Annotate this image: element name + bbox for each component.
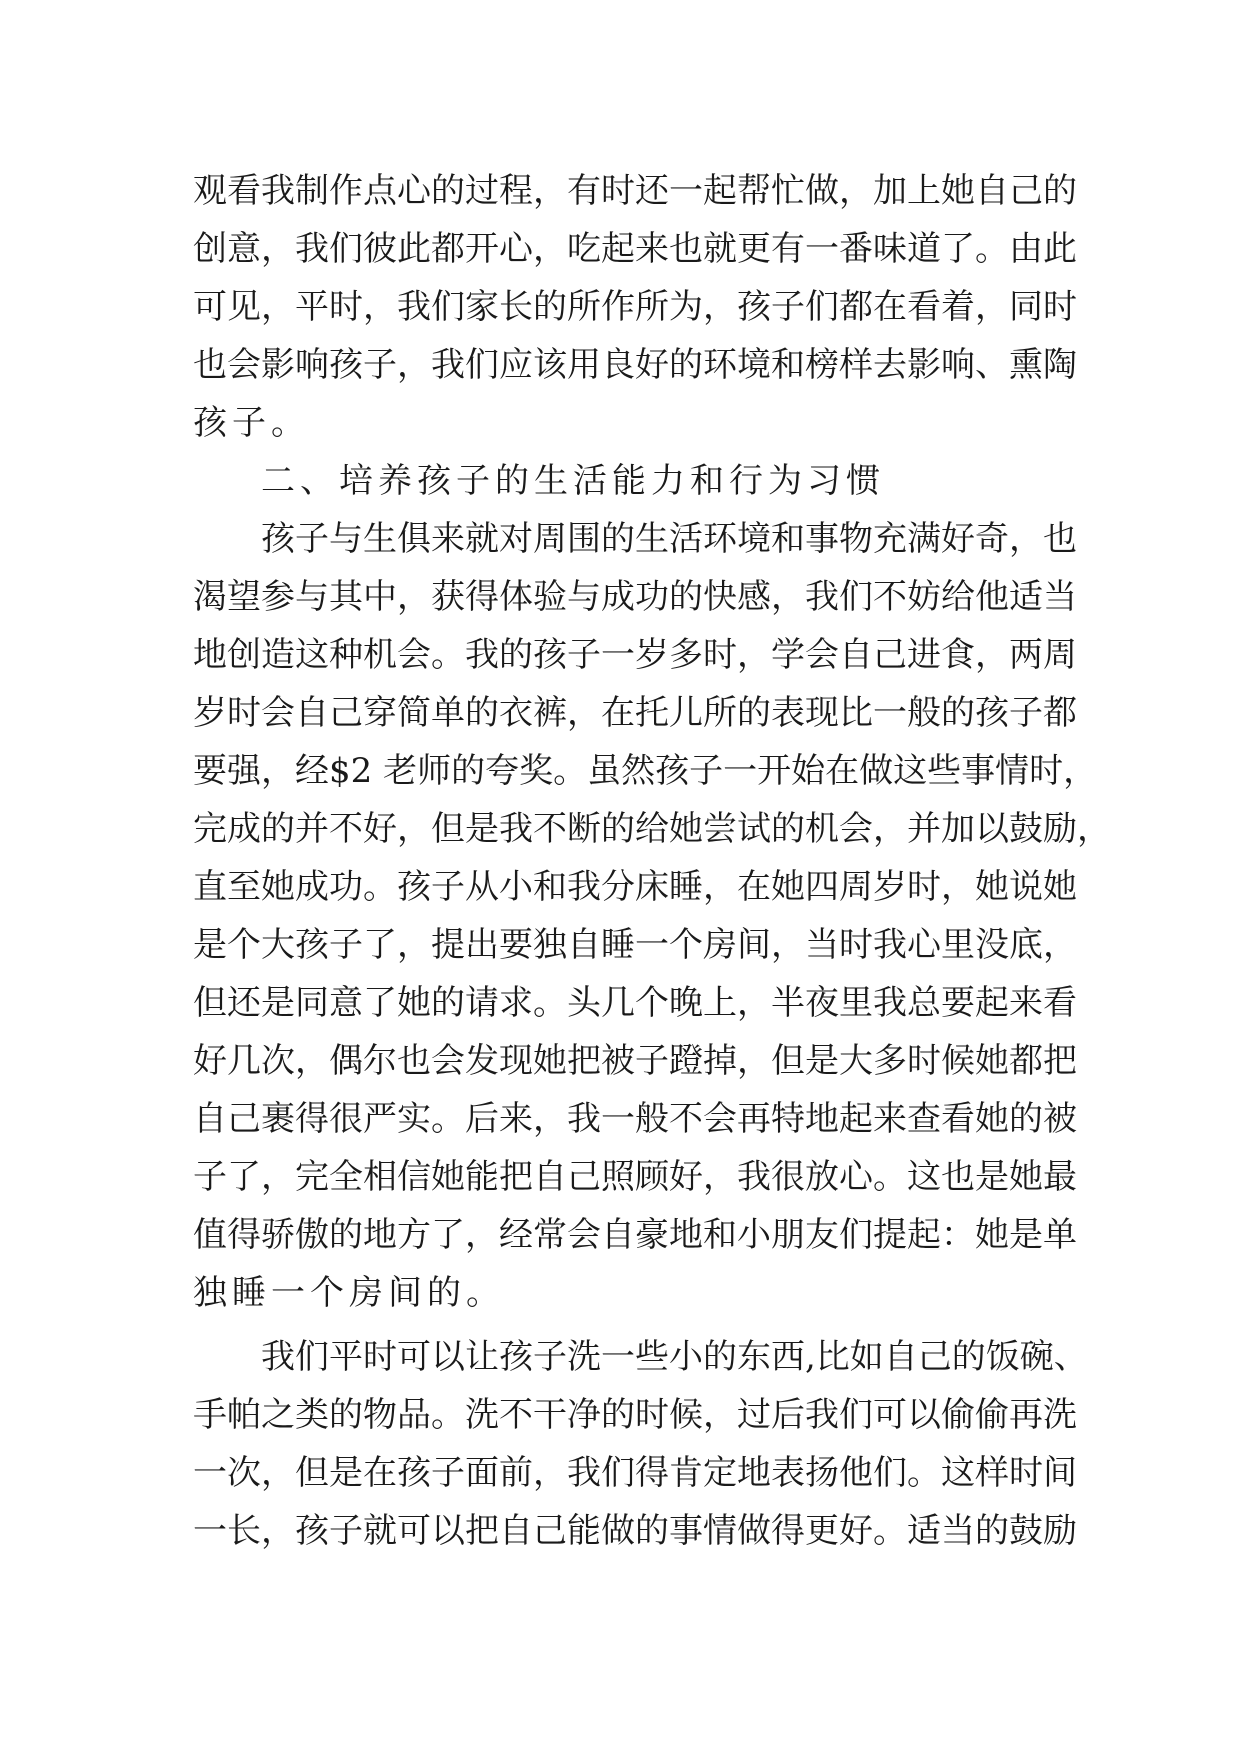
- text-line: 地创造这种机会。我的孩子一岁多时，学会自己进食，两周: [193, 635, 1077, 675]
- text-line: 孩子与生俱来就对周围的生活环境和事物充满好奇，也: [261, 519, 1077, 559]
- text-line: 是个大孩子了，提出要独自睡一个房间，当时我心里没底，: [193, 925, 1077, 965]
- paragraph-3: [193, 1328, 1088, 1560]
- paragraph-1: [193, 162, 1077, 452]
- text-line: 我们平时可以让孩子洗一些小的东西,比如自己的饭碗、: [261, 1337, 1088, 1377]
- text-line: 完成的并不好，但是我不断的给她尝试的机会，并加以鼓励，: [193, 809, 1111, 849]
- text-line: 可见，平时，我们家长的所作所为，孩子们都在看着，同时: [193, 287, 1077, 327]
- text-line: 岁时会自己穿简单的衣裤，在托儿所的表现比一般的孩子都: [193, 693, 1077, 733]
- text-line: 观看我制作点心的过程，有时还一起帮忙做，加上她自己的: [193, 171, 1077, 211]
- text-line: 直至她成功。孩子从小和我分床睡，在她四周岁时，她说她: [193, 867, 1077, 907]
- body-text: [193, 162, 1111, 1560]
- text-line: 独睡一个房间的。: [193, 1273, 505, 1313]
- text-line: 孩子。: [193, 403, 310, 443]
- text-line: 一次，但是在孩子面前，我们得肯定地表扬他们。这样时间: [193, 1453, 1077, 1493]
- text-line: 一长，孩子就可以把自己能做的事情做得更好。适当的鼓励: [193, 1511, 1077, 1551]
- text-line: 但还是同意了她的请求。头几个晚上，半夜里我总要起来看: [193, 983, 1077, 1023]
- text-line: 创意，我们彼此都开心，吃起来也就更有一番味道了。由此: [193, 229, 1077, 269]
- section-heading: [193, 452, 1053, 510]
- paragraph-2: [193, 510, 1111, 1322]
- heading-line: 二、培养孩子的生活能力和行为习惯: [261, 461, 885, 501]
- text-line: 手帕之类的物品。洗不干净的时候，过后我们可以偷偷再洗: [193, 1395, 1077, 1435]
- text-line: 也会影响孩子，我们应该用良好的环境和榜样去影响、熏陶: [193, 345, 1077, 385]
- text-line: 要强，经$2 老师的夸奖。虽然孩子一开始在做这些事情时，: [193, 751, 1098, 791]
- text-line: 渴望参与其中，获得体验与成功的快感，我们不妨给他适当: [193, 577, 1077, 617]
- text-line: 自己裹得很严实。后来，我一般不会再特地起来查看她的被: [193, 1099, 1077, 1139]
- text-line: 值得骄傲的地方了，经常会自豪地和小朋友们提起：她是单: [193, 1215, 1077, 1255]
- text-line: 好几次，偶尔也会发现她把被子蹬掉，但是大多时候她都把: [193, 1041, 1077, 1081]
- text-line: 子了，完全相信她能把自己照顾好，我很放心。这也是她最: [193, 1157, 1077, 1197]
